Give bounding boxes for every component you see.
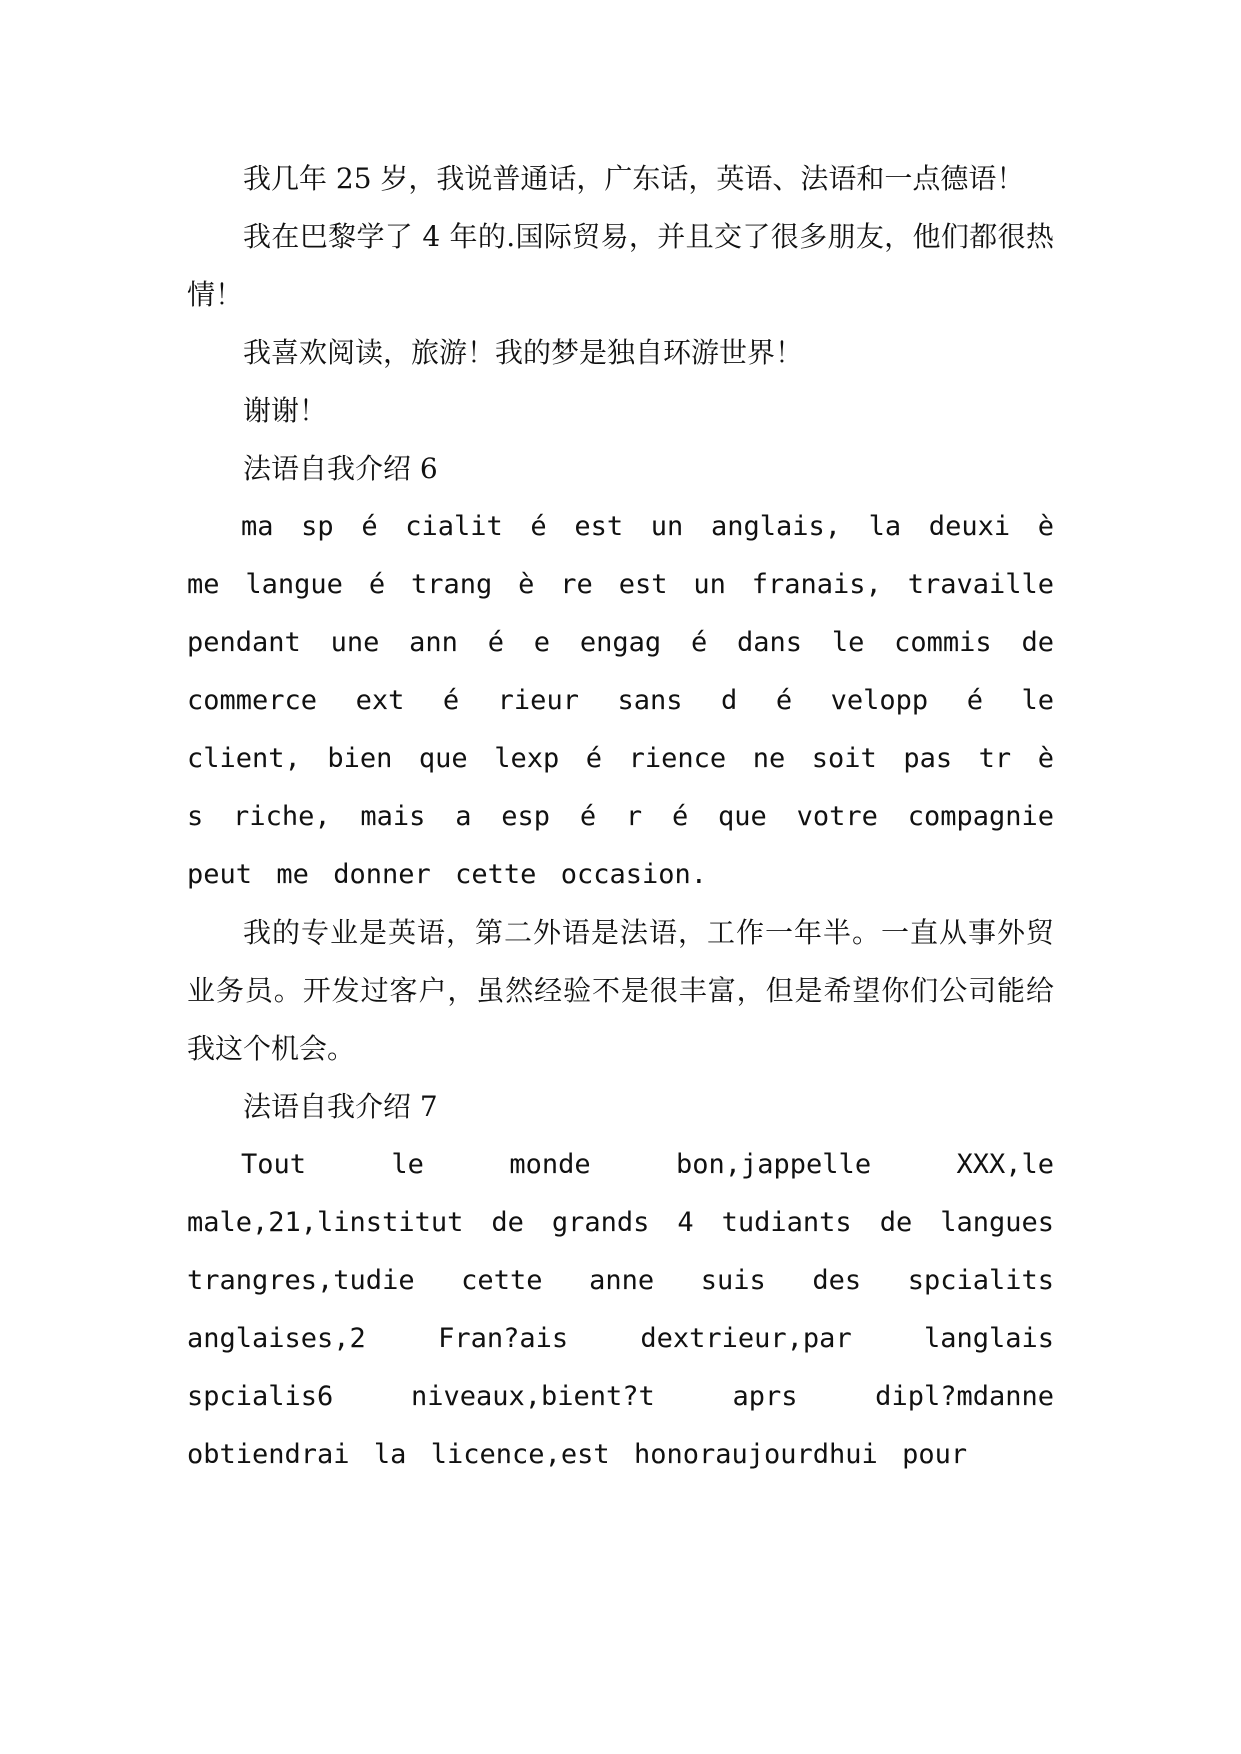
paragraph-age-languages: 我几年 25 岁，我说普通话，广东话，英语、法语和一点德语！ [243, 162, 1025, 195]
document-page [187, 150, 1054, 1484]
paragraph-french-specialty: ma sp é cialit é est un anglais, la deuxi è me langue é trang è re est un franais, travaille pendant une ann é e engag é dans le commis de commerce ext é rieur sans d é velopp é le client, bien que lexp é rience ne soit pas tr è s riche, mais a esp é r é que votre compagnie peut me donner cette occasion. [187, 511, 1054, 890]
paragraph-french-intro: Tout le monde bon,jappelle XXX,le male,21,linstitut de grands 4 tudiants de langues trangres,tudie cette anne suis des spcialits anglaises,2 Fran?ais dextrieur,par langlais spcialis6 niveaux,bient?t aprs dipl?mdanne obtiendrai la licence,est honoraujourdhui pour [187, 1149, 1054, 1470]
paragraph-thanks: 谢谢！ [243, 394, 328, 427]
section-heading-6: 法语自我介绍 6 [243, 452, 438, 485]
paragraph-paris-study: 我在巴黎学了 4 年的.国际贸易，并且交了很多朋友，他们都很热情！ [187, 220, 1054, 311]
section-heading-7: 法语自我介绍 7 [243, 1090, 438, 1123]
paragraph-hobbies: 我喜欢阅读，旅游！我的梦是独自环游世界！ [243, 336, 804, 369]
paragraph-chinese-specialty: 我的专业是英语，第二外语是法语，工作一年半。一直从事外贸业务员。开发过客户，虽然经验不是很丰富，但是希望你们公司能给我这个机会。 [187, 916, 1054, 1065]
